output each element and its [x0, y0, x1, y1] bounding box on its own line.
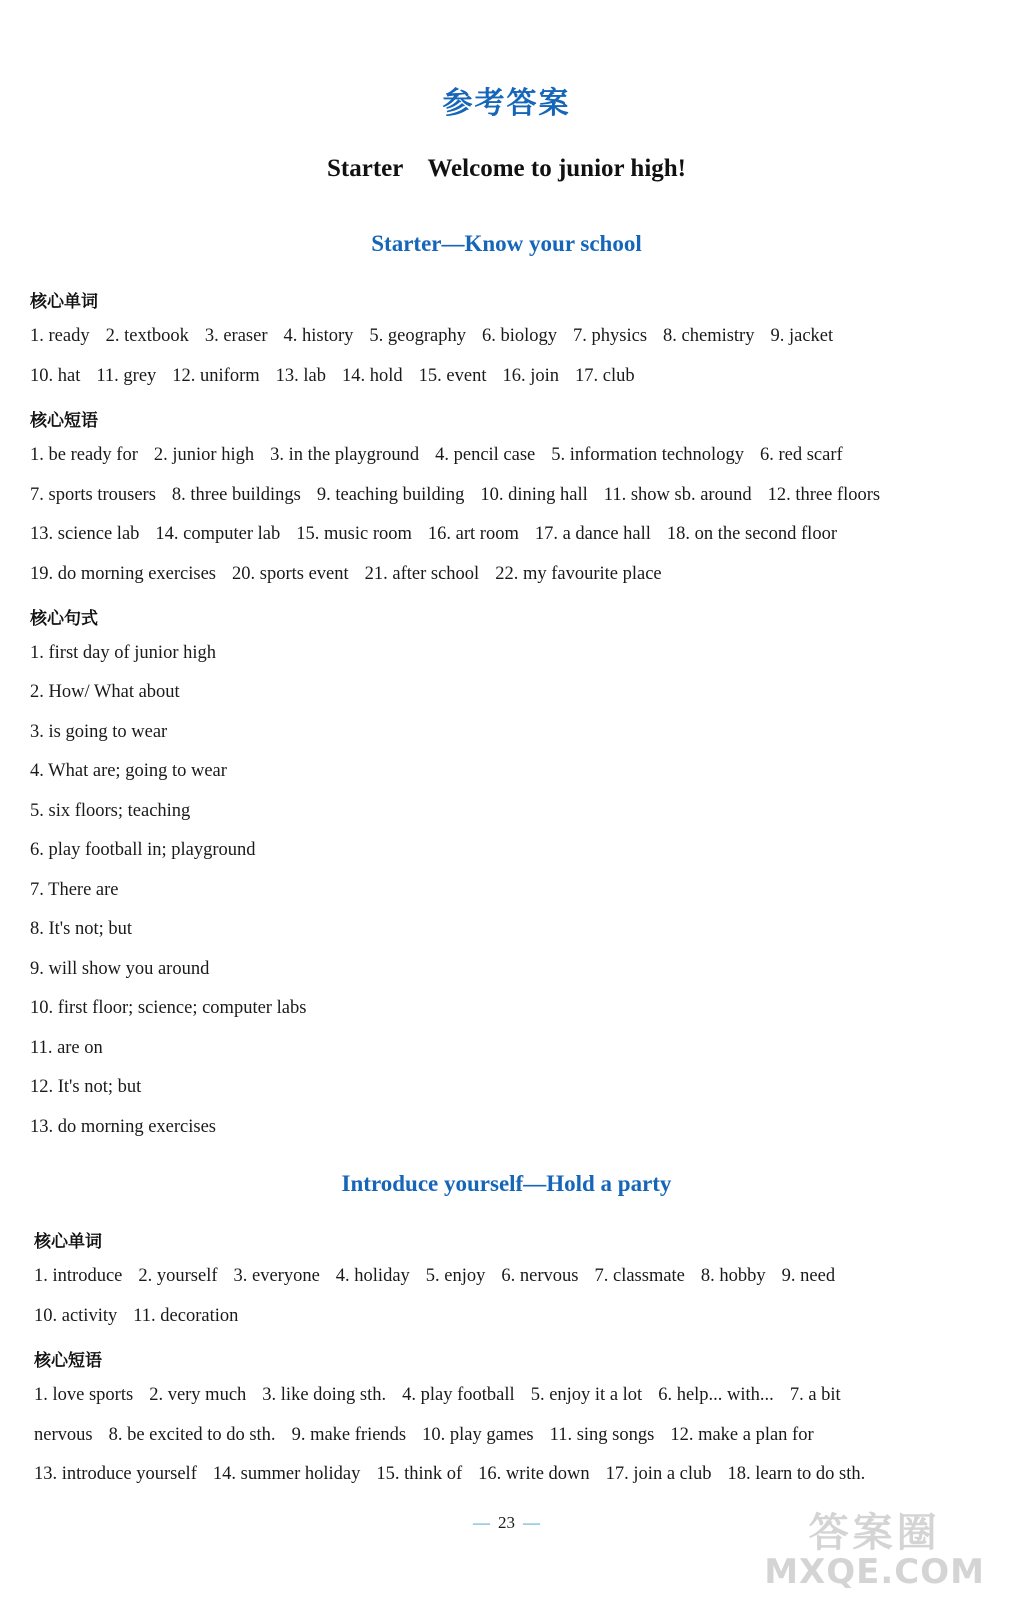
list-item: 6. red scarf: [759, 445, 843, 465]
sentence-line: 3. is going to wear: [30, 722, 168, 742]
list-item: 13. science lab: [30, 524, 140, 544]
page-number: 23: [498, 1513, 515, 1532]
sentence-line: 7. There are: [30, 880, 119, 900]
sentence-line: 10. first floor; science; computer labs: [30, 998, 307, 1018]
list-item: 2. yourself: [138, 1266, 218, 1286]
list-item: 9. jacket: [770, 326, 834, 346]
vocab-line: [34, 1266, 835, 1287]
sentence-line: 1. first day of junior high: [30, 643, 217, 663]
list-item: 11. decoration: [133, 1306, 239, 1326]
list-item: 15. event: [418, 366, 487, 386]
sentence-line: 5. six floors; teaching: [30, 801, 191, 821]
sentence-line: 2. How/ What about: [30, 682, 180, 702]
sentence-line: 12. It's not; but: [30, 1077, 142, 1097]
list-item: 18. learn to do sth.: [727, 1464, 866, 1484]
list-item: 10. hat: [30, 366, 81, 386]
list-item: 12. uniform: [172, 366, 260, 386]
list-item: 3. in the playground: [270, 445, 420, 465]
phrases-line: [30, 445, 843, 466]
sentence-line: 9. will show you around: [30, 959, 210, 979]
list-item: 3. eraser: [204, 326, 268, 346]
list-item: 1. be ready for: [30, 445, 138, 465]
list-item: 17. club: [575, 366, 635, 386]
watermark-domain: MXQE.COM: [764, 1552, 985, 1592]
list-item: 7. classmate: [594, 1266, 685, 1286]
list-item: 18. on the second floor: [666, 524, 837, 544]
list-item: 13. lab: [275, 366, 327, 386]
list-item: 14. hold: [342, 366, 403, 386]
list-item: 15. think of: [376, 1464, 463, 1484]
footer-dash: —: [523, 1513, 540, 1532]
list-item: 6. nervous: [501, 1266, 579, 1286]
sentence-line: 8. It's not; but: [30, 919, 133, 939]
list-item: 4. play football: [402, 1385, 515, 1405]
list-item: 5. enjoy: [425, 1266, 486, 1286]
list-item: 21. after school: [364, 564, 480, 584]
phrases-line: [34, 1464, 865, 1485]
phrases-label: 核心短语: [34, 1351, 102, 1371]
list-item: 1. ready: [30, 326, 90, 346]
list-item: 5. enjoy it a lot: [530, 1385, 643, 1405]
phrases-line: [34, 1425, 814, 1446]
list-item: 15. music room: [296, 524, 412, 544]
phrases-line: [34, 1385, 841, 1406]
list-item: 4. holiday: [335, 1266, 410, 1286]
sentence-line: 11. are on: [30, 1038, 103, 1058]
phrases-line: [30, 485, 880, 506]
vocab-label: 核心单词: [30, 292, 98, 312]
list-item: 8. be excited to do sth.: [108, 1425, 276, 1445]
phrases-label: 核心短语: [30, 411, 98, 431]
list-item: 5. information technology: [551, 445, 744, 465]
list-item: 16. write down: [478, 1464, 590, 1484]
list-item: 3. like doing sth.: [262, 1385, 387, 1405]
list-item: 19. do morning exercises: [30, 564, 216, 584]
list-item: 1. love sports: [34, 1385, 134, 1405]
list-item: 10. activity: [34, 1306, 118, 1326]
list-item: 10. play games: [422, 1425, 534, 1445]
list-item: 4. history: [283, 326, 354, 346]
sentence-line: 13. do morning exercises: [30, 1117, 216, 1137]
list-item: 2. very much: [149, 1385, 247, 1405]
list-item: 4. pencil case: [435, 445, 536, 465]
list-item: 6. biology: [481, 326, 558, 346]
vocab-line: [34, 1306, 238, 1327]
list-item: nervous: [34, 1425, 93, 1445]
sentence-line: 6. play football in; playground: [30, 840, 256, 860]
watermark: [764, 1501, 985, 1592]
list-item: 11. grey: [96, 366, 157, 386]
list-item: 9. make friends: [291, 1425, 407, 1445]
list-item: 16. art room: [427, 524, 519, 544]
list-item: 7. physics: [573, 326, 648, 346]
list-item: 14. computer lab: [155, 524, 281, 544]
list-item: 3. everyone: [233, 1266, 320, 1286]
list-item: 14. summer holiday: [212, 1464, 361, 1484]
sentences-label: 核心句式: [30, 609, 98, 629]
list-item: 16. join: [502, 366, 559, 386]
phrases-line: [30, 564, 662, 585]
list-item: 17. join a club: [605, 1464, 712, 1484]
unit-title: Starter Welcome to junior high!: [327, 155, 686, 182]
sentence-line: 4. What are; going to wear: [30, 761, 227, 781]
list-item: 8. chemistry: [663, 326, 755, 346]
footer-dash: —: [473, 1513, 490, 1532]
list-item: 7. sports trousers: [30, 485, 156, 505]
page-title: 参考答案: [442, 86, 571, 121]
list-item: 8. three buildings: [171, 485, 301, 505]
list-item: 11. sing songs: [549, 1425, 655, 1445]
list-item: 6. help... with...: [658, 1385, 774, 1405]
list-item: 10. dining hall: [480, 485, 588, 505]
list-item: 22. my favourite place: [495, 564, 662, 584]
vocab-line: [30, 366, 635, 387]
list-item: 8. hobby: [700, 1266, 766, 1286]
list-item: 12. make a plan for: [670, 1425, 814, 1445]
list-item: 7. a bit: [789, 1385, 841, 1405]
list-item: 13. introduce yourself: [34, 1464, 197, 1484]
section-title-introduce-yourself: Introduce yourself—Hold a party: [341, 1171, 672, 1196]
list-item: 2. junior high: [153, 445, 255, 465]
list-item: 5. geography: [369, 326, 466, 346]
list-item: 12. three floors: [767, 485, 881, 505]
list-item: 9. teaching building: [316, 485, 465, 505]
list-item: 2. textbook: [105, 326, 189, 346]
list-item: 9. need: [781, 1266, 836, 1286]
watermark-logo-text: 答案圈: [808, 1510, 941, 1556]
list-item: 1. introduce: [34, 1266, 123, 1286]
vocab-line: [30, 326, 833, 347]
phrases-line: [30, 524, 837, 545]
list-item: 11. show sb. around: [603, 485, 752, 505]
list-item: 20. sports event: [232, 564, 349, 584]
section-title-know-your-school: Starter—Know your school: [371, 231, 642, 256]
vocab-label: 核心单词: [34, 1232, 102, 1252]
list-item: 17. a dance hall: [534, 524, 651, 544]
